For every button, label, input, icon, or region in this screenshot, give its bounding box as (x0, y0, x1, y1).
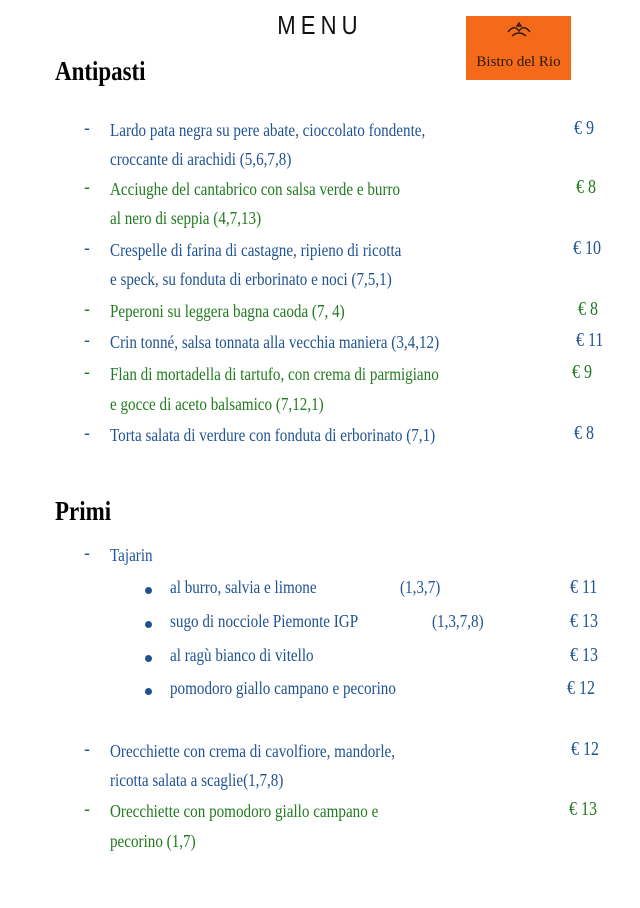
dash-marker: - (84, 362, 90, 382)
dash-marker: - (84, 177, 90, 197)
dash-marker: - (84, 423, 90, 443)
section-heading-primi: Primi (55, 496, 112, 526)
item-price: € 12 (567, 677, 595, 699)
item-price: € 8 (574, 422, 594, 444)
bullet-icon (145, 621, 152, 628)
item-line: e speck, su fonduta di erborinato e noci (7,5,1) (110, 269, 392, 289)
item-price: € 13 (570, 610, 598, 632)
option-allergens: (1,3,7,8) (432, 611, 484, 631)
logo-figure-icon (504, 22, 534, 42)
item-line: Peperoni su leggera bagna caoda (7, 4) (110, 301, 345, 321)
bullet-icon (145, 655, 152, 662)
option-allergens: (1,3,7) (400, 577, 441, 597)
option-name: sugo di nocciole Piemonte IGP (170, 611, 359, 631)
item-price: € 8 (578, 298, 598, 320)
item-price: € 9 (572, 361, 592, 383)
item-line: Flan di mortadella di tartufo, con crema di parmigiano (110, 364, 439, 384)
bullet-icon (145, 587, 152, 594)
item-line: pecorino (1,7) (110, 831, 196, 851)
option-name: al burro, salvia e limone (170, 577, 317, 597)
dash-marker: - (84, 543, 90, 563)
item-price: € 9 (574, 117, 594, 139)
item-line: ricotta salata a scaglie(1,7,8) (110, 770, 284, 790)
item-line: Tajarin (110, 545, 153, 565)
item-line: Torta salata di verdure con fonduta di erborinato (7,1) (110, 425, 436, 445)
dash-marker: - (84, 299, 90, 319)
item-line: Crin tonné, salsa tonnata alla vecchia maniera (3,4,12) (110, 332, 440, 352)
dash-marker: - (84, 739, 90, 759)
section-heading-antipasti: Antipasti (55, 56, 146, 86)
menu-title: MENU (277, 10, 363, 40)
item-line: al nero di seppia (4,7,13) (110, 208, 262, 228)
item-price: € 11 (570, 576, 598, 598)
dash-marker: - (84, 799, 90, 819)
dash-marker: - (84, 330, 90, 350)
item-line: Orecchiette con pomodoro giallo campano e (110, 801, 379, 821)
option-name: al ragù bianco di vitello (170, 645, 314, 665)
dash-marker: - (84, 118, 90, 138)
option-name: pomodoro giallo campano e pecorino (170, 678, 396, 698)
item-line: e gocce di aceto balsamico (7,12,1) (110, 394, 324, 414)
bistro-logo (466, 16, 571, 80)
item-line: Orecchiette con crema di cavolfiore, mandorle, (110, 741, 396, 761)
item-price: € 13 (569, 798, 597, 820)
item-line: croccante di arachidi (5,6,7,8) (110, 149, 292, 169)
dash-marker: - (84, 238, 90, 258)
item-line: Lardo pata negra su pere abate, cioccolato fondente, (110, 120, 426, 140)
item-price: € 12 (571, 738, 599, 760)
item-price: € 11 (576, 329, 604, 351)
item-price: € 8 (576, 176, 596, 198)
item-line: Crespelle di farina di castagne, ripieno di ricotta (110, 240, 402, 260)
item-line: Acciughe del cantabrico con salsa verde e burro (110, 179, 401, 199)
bullet-icon (145, 688, 152, 695)
logo-text: Bistro del Rio (476, 54, 561, 70)
item-price: € 13 (570, 644, 598, 666)
item-price: € 10 (573, 237, 601, 259)
